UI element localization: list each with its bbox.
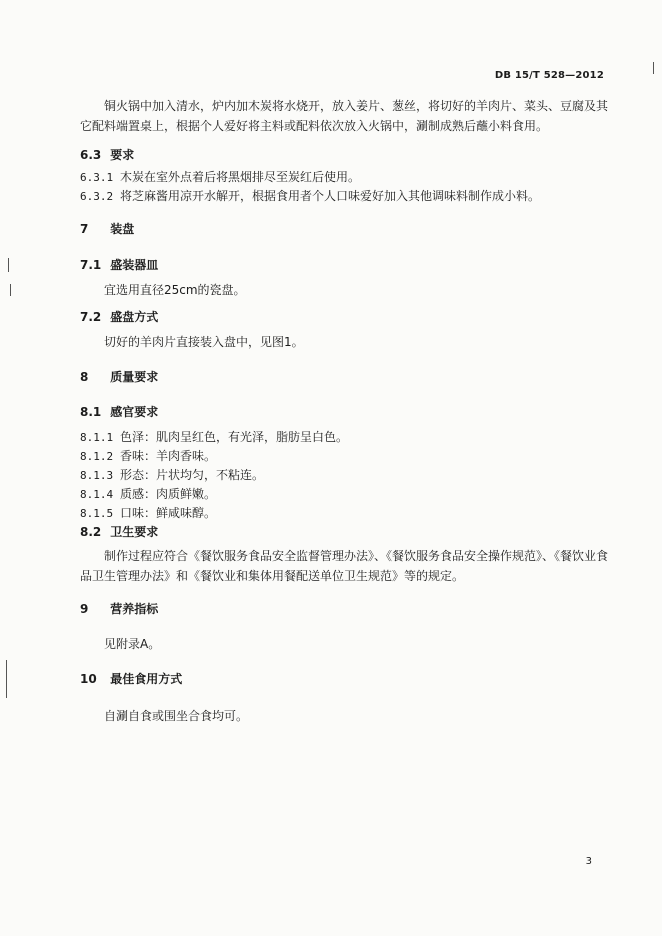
section-9-number: 9 — [80, 602, 89, 616]
intro-paragraph: 铜火锅中加入清水，炉内加木炭将水烧开，放入姜片、葱丝，将切好的羊肉片、菜头、豆腐及其它配料端置桌上，根据个人爱好将主料或配料依次放入火锅中，涮制成熟后蘸小料食用。 — [80, 99, 609, 133]
item-number: 6.3.2 — [80, 190, 114, 203]
item-text: 口味：鲜咸味醇。 — [120, 506, 217, 520]
section-7-1-heading — [80, 256, 608, 274]
item-number: 8.1.3 — [80, 469, 114, 482]
section-7-2-heading — [80, 308, 608, 326]
standard-code: DB 15/T 528—2012 — [494, 70, 604, 81]
section-7-2-title: 盛盘方式 — [110, 310, 159, 324]
scan-edge-mark — [6, 660, 7, 698]
section-7-2 — [80, 308, 608, 326]
section-8-1-heading — [80, 403, 608, 421]
section-8 — [80, 368, 608, 386]
item-number: 8.1.5 — [80, 507, 114, 520]
section-6-3-number: 6.3 — [80, 148, 102, 162]
section-9 — [80, 600, 608, 618]
section-7-title: 装盘 — [110, 222, 135, 236]
section-7-2-number: 7.2 — [80, 310, 102, 324]
list-item — [80, 168, 608, 187]
section-8-2-number: 8.2 — [80, 525, 102, 539]
item-number: 6.3.1 — [80, 171, 114, 184]
section-8-2-text: 制作过程应符合《餐饮服务食品安全监督管理办法》、《餐饮服务食品安全操作规范》、《餐饮业食品卫生管理办法》和《餐饮业和集体用餐配送单位卫生规范》等的规定。 — [80, 549, 609, 583]
section-9-body — [80, 634, 608, 654]
section-6-3-title: 要求 — [110, 148, 135, 162]
section-6-3-heading — [80, 146, 608, 164]
section-8-2 — [80, 523, 608, 541]
section-7-2-body — [80, 332, 608, 352]
section-10-body — [80, 706, 608, 726]
intro-paragraph-block — [80, 96, 608, 136]
item-text: 香味：羊肉香味。 — [120, 449, 217, 463]
section-10 — [80, 670, 608, 688]
section-10-heading — [80, 670, 608, 688]
section-8-2-body — [80, 546, 608, 586]
section-6-3 — [80, 146, 608, 164]
section-7-heading — [80, 220, 608, 238]
section-6-3-items — [80, 168, 608, 206]
section-10-number: 10 — [80, 672, 97, 686]
section-9-text: 见附录A。 — [104, 637, 161, 651]
section-8-heading — [80, 368, 608, 386]
item-text: 色泽：肌肉呈红色，有光泽，脂肪呈白色。 — [120, 430, 349, 444]
list-item — [80, 466, 608, 485]
page-number: 3 — [585, 856, 592, 867]
section-7-1 — [80, 256, 608, 274]
section-10-title: 最佳食用方式 — [110, 672, 183, 686]
item-text: 形态：片状均匀，不粘连。 — [120, 468, 265, 482]
list-item — [80, 428, 608, 447]
section-7-1-number: 7.1 — [80, 258, 102, 272]
section-10-text: 自涮自食或围坐合食均可。 — [104, 709, 249, 723]
scan-edge-mark — [10, 284, 11, 296]
section-8-2-title: 卫生要求 — [110, 525, 159, 539]
item-number: 8.1.1 — [80, 431, 114, 444]
section-9-heading — [80, 600, 608, 618]
item-text: 将芝麻酱用凉开水解开，根据食用者个人口味爱好加入其他调味料制作成小料。 — [120, 189, 541, 203]
section-8-1-items — [80, 428, 608, 523]
list-item — [80, 187, 608, 206]
scan-edge-mark — [8, 258, 9, 272]
section-7-1-body — [80, 280, 608, 300]
section-7-number: 7 — [80, 222, 89, 236]
list-item — [80, 504, 608, 523]
section-8-1-number: 8.1 — [80, 405, 102, 419]
item-number: 8.1.4 — [80, 488, 114, 501]
item-number: 8.1.2 — [80, 450, 114, 463]
section-7-1-title: 盛装器皿 — [110, 258, 159, 272]
section-7-2-text: 切好的羊肉片直接装入盘中，见图1。 — [104, 335, 304, 349]
list-item — [80, 447, 608, 466]
item-text: 质感：肉质鲜嫩。 — [120, 487, 217, 501]
section-8-number: 8 — [80, 370, 89, 384]
section-9-title: 营养指标 — [110, 602, 159, 616]
scan-edge-mark — [653, 62, 654, 74]
section-8-2-heading — [80, 523, 608, 541]
item-text: 木炭在室外点着后将黑烟排尽至炭红后使用。 — [120, 170, 361, 184]
section-8-1-title: 感官要求 — [110, 405, 159, 419]
section-8-1 — [80, 403, 608, 421]
section-8-title: 质量要求 — [110, 370, 159, 384]
section-7 — [80, 220, 608, 238]
list-item — [80, 485, 608, 504]
section-7-1-text: 宜选用直径25cm的瓷盘。 — [104, 283, 246, 297]
